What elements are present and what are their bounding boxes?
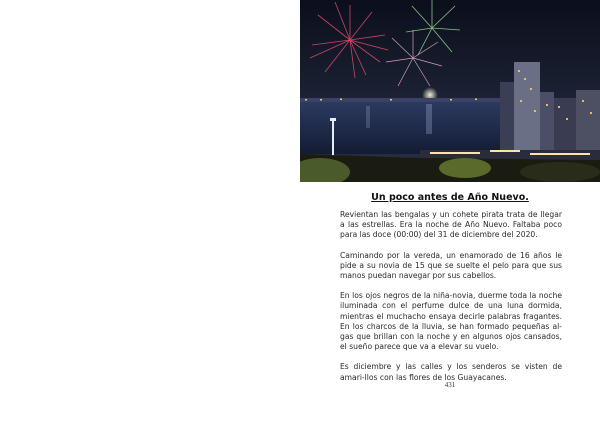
story-body [340,210,562,393]
paragraph: Revientan las bengalas y un cohete pirata trata de llegar a las estrellas. Era la noche de Año Nuevo. Faltaba poco para las doce (00:00) del 31 de diciembre del 2020. [340,210,562,240]
right-page [300,0,600,425]
paragraph: Es diciembre y las calles y los senderos se visten de amari-llos con las flores de los Guayacanes. [340,362,562,382]
story-title: Un poco antes de Año Nuevo. [371,192,529,203]
page-number: 431 [444,381,456,389]
fireworks-photo [300,0,600,182]
paragraph: En los ojos negros de la niña-novia, duerme toda la noche iluminada con el perfume dulce de una luna dormida, mientras el muchacho ensaya decirle palabras fragantes. En los charcos de la lluvia, se han formado pequeñas al-gas que brillan con la noche y en algunos ojos cansados, el sueño parece que va a elevar su vuelo. [340,291,562,352]
paragraph: Caminando por la vereda, un enamorado de 16 años le pide a su novia de 15 que se suelte el pelo para que sus manos puedan navegar por sus cabellos. [340,250,562,281]
fireworks-city-icon [300,0,600,182]
